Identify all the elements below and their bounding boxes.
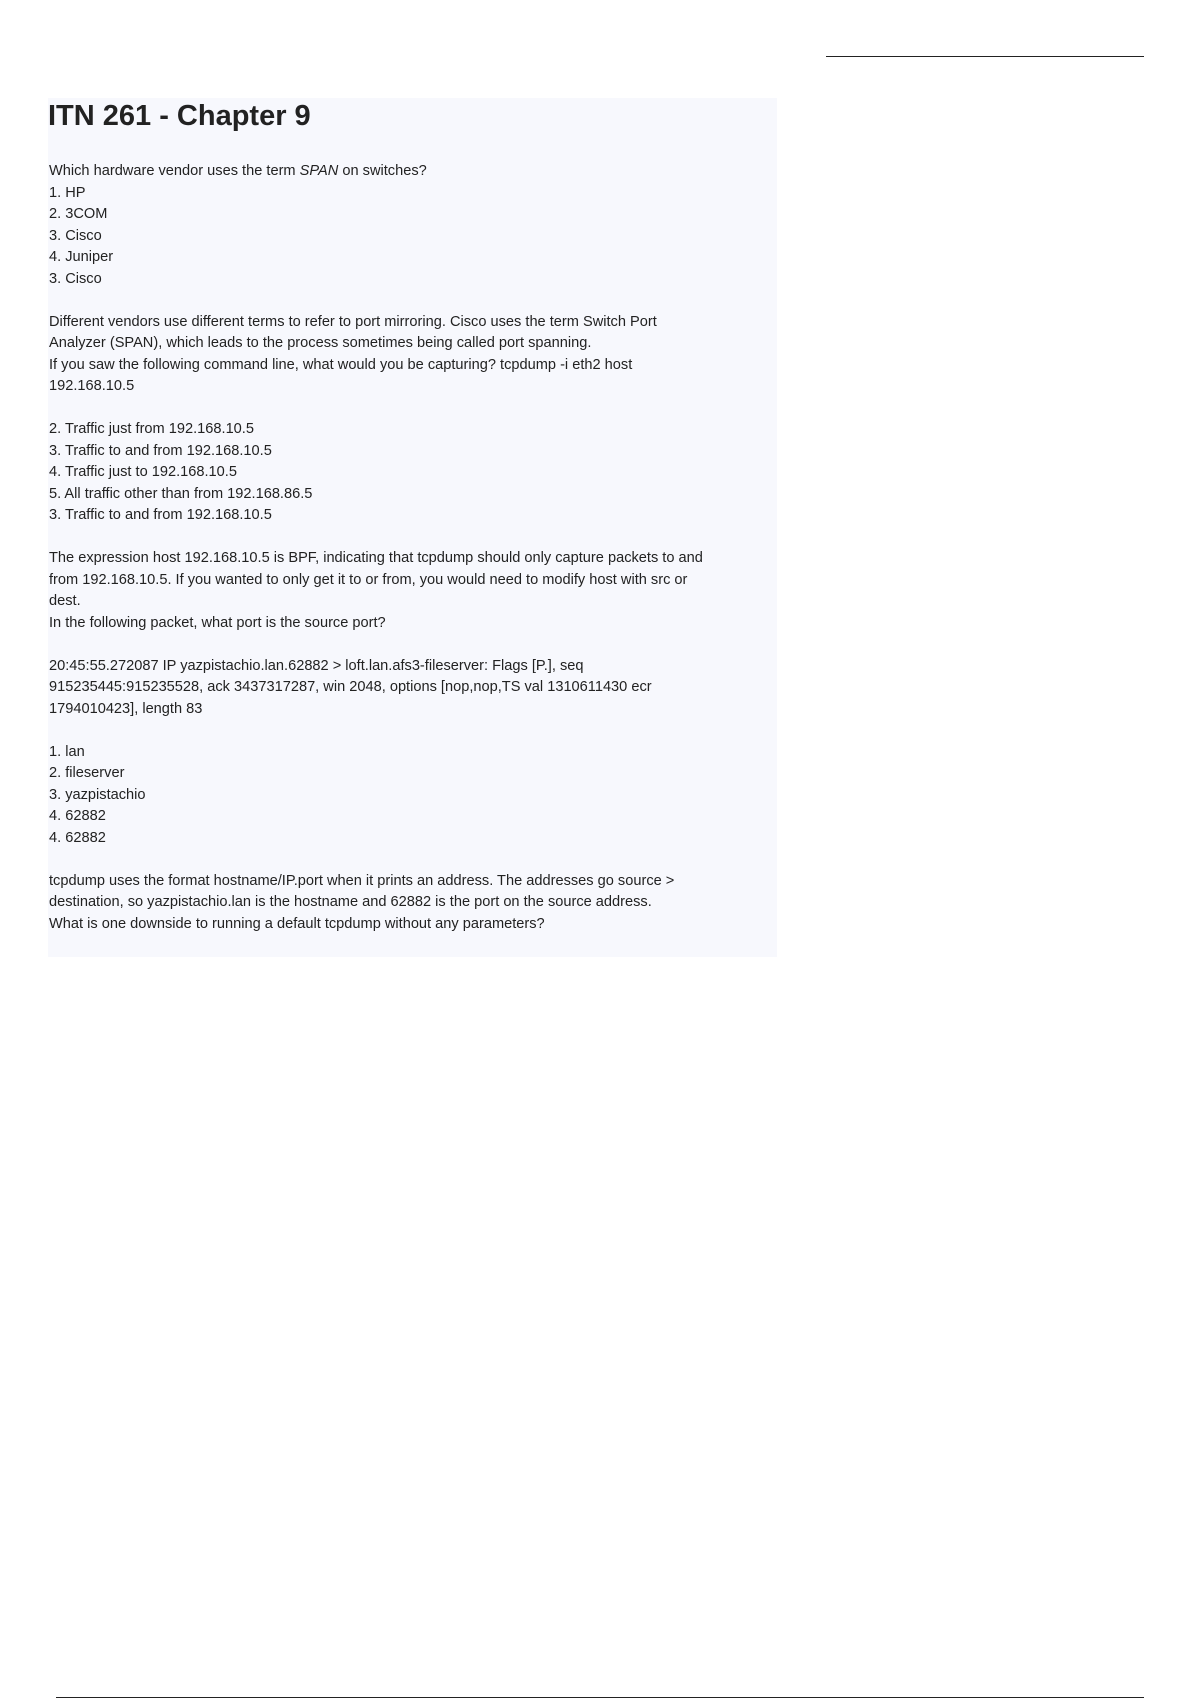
question-2-option: 4. Traffic just to 192.168.10.5 <box>49 464 237 480</box>
question-2-answer: 3. Traffic to and from 192.168.10.5 <box>49 507 272 523</box>
question-2-option: 5. All traffic other than from 192.168.86.5 <box>49 485 313 502</box>
question-2-explanation: dest. <box>49 593 81 609</box>
question-3-packet: 20:45:55.272087 IP yazpistachio.lan.62882 > loft.lan.afs3-fileserver: Flags [P.], seq <box>49 657 584 674</box>
spacer <box>49 849 777 871</box>
spacer <box>49 290 777 312</box>
question-1-answer: 3. Cisco <box>49 270 102 287</box>
spacer <box>49 527 777 549</box>
header-rule <box>826 56 1144 57</box>
question-4-text: What is one downside to running a default tcpdump without any parameters? <box>49 915 545 932</box>
question-3-packet: 1794010423], length 83 <box>49 700 203 717</box>
page-title: ITN 261 - Chapter 9 <box>48 100 311 132</box>
question-3-option: 3. yazpistachio <box>49 786 146 803</box>
spacer <box>49 634 777 656</box>
question-1-option: 4. Juniper <box>49 249 114 265</box>
question-2-explanation: from 192.168.10.5. If you wanted to only get it to or from, you would need to modify host with src or <box>49 571 688 588</box>
question-1-explanation: Different vendors use different terms to refer to port mirroring. Cisco uses the term Switch Port <box>49 313 657 330</box>
question-3-option: 1. lan <box>49 743 85 760</box>
question-2-text: 192.168.10.5 <box>49 378 135 394</box>
question-1-option: 3. Cisco <box>49 227 102 244</box>
question-1-text <box>49 161 777 183</box>
question-2-text: If you saw the following command line, what would you be capturing? tcpdump -i eth2 host <box>49 356 633 373</box>
question-3-option: 2. fileserver <box>49 765 125 781</box>
footer-rule <box>56 1697 1144 1698</box>
document-body <box>49 161 777 935</box>
question-2-option: 2. Traffic just from 192.168.10.5 <box>49 421 254 437</box>
question-1-term: SPAN <box>299 163 339 179</box>
question-2-explanation: The expression host 192.168.10.5 is BPF, indicating that tcpdump should only capture packets to and <box>49 550 703 566</box>
spacer <box>49 398 777 420</box>
question-1-option: 2. 3COM <box>49 206 108 222</box>
question-3-text: In the following packet, what port is the source port? <box>49 614 386 631</box>
question-1-pre: Which hardware vendor uses the term <box>49 163 300 179</box>
question-1-post: on switches? <box>338 163 427 179</box>
question-1-option: 1. HP <box>49 184 86 201</box>
spacer <box>49 720 777 742</box>
question-3-answer: 4. 62882 <box>49 829 106 846</box>
question-1-explanation: Analyzer (SPAN), which leads to the process sometimes being called port spanning. <box>49 335 592 351</box>
question-3-packet: 915235445:915235528, ack 3437317287, win 2048, options [nop,nop,TS val 1310611430 ecr <box>49 679 652 695</box>
question-3-option: 4. 62882 <box>49 808 106 824</box>
question-3-explanation: destination, so yazpistachio.lan is the hostname and 62882 is the port on the source address. <box>49 894 652 910</box>
question-2-option: 3. Traffic to and from 192.168.10.5 <box>49 442 272 459</box>
question-3-explanation: tcpdump uses the format hostname/IP.port when it prints an address. The addresses go source > <box>49 872 675 889</box>
